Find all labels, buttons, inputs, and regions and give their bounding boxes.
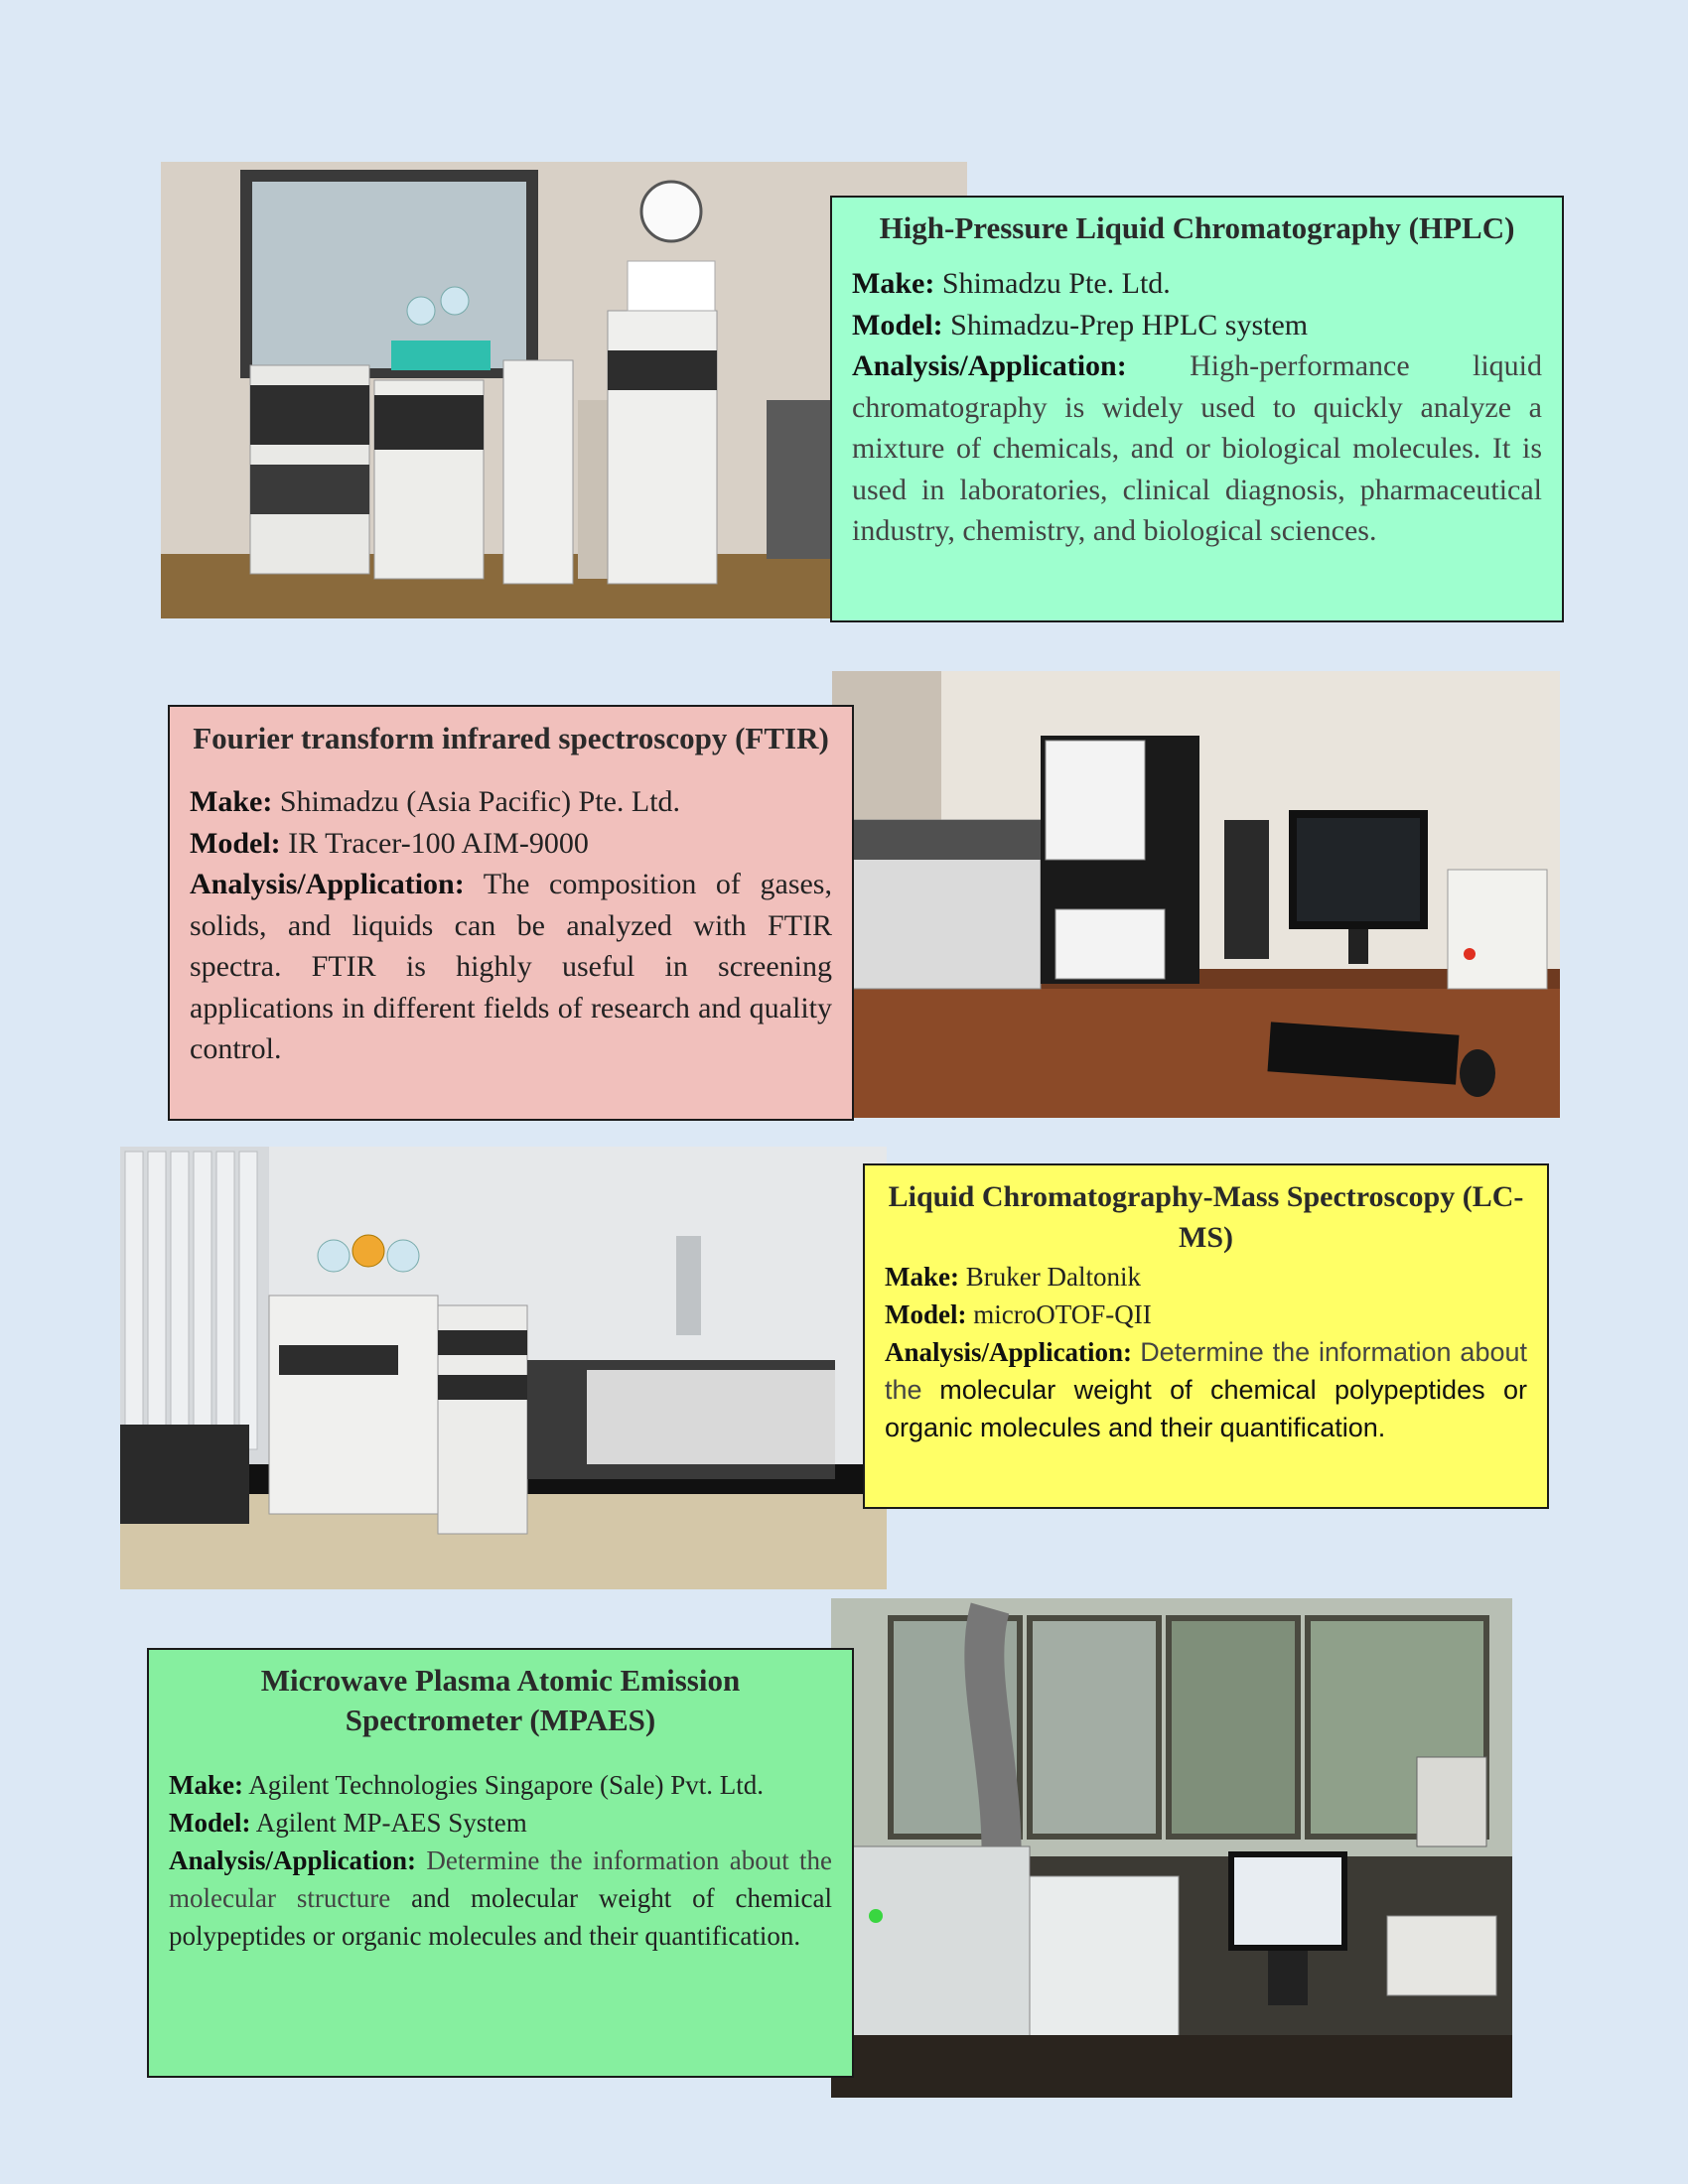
mpaes-instrument-photo — [831, 1598, 1512, 2098]
hplc-make: Make: Shimadzu Pte. Ltd. — [852, 267, 1171, 300]
mpaes-info-card — [147, 1648, 854, 2078]
mpaes-make: Make: Agilent Technologies Singapore (Sale) Pvt. Ltd. — [169, 1770, 765, 1800]
ftir-analysis: Analysis/Application: The composition of gases, solids, and liquids can be analyzed with FTIR spectra. FTIR is highly useful in screening applications in different fields of research and quality control. — [190, 868, 832, 1065]
mpaes-model: Model: Agilent MP-AES System — [169, 1808, 527, 1838]
hplc-title: High-Pressure Liquid Chromatography (HPLC) — [879, 210, 1515, 245]
ftir-make: Make: Shimadzu (Asia Pacific) Pte. Ltd. — [190, 785, 681, 818]
lcms-model: Model: microOTOF-QII — [885, 1299, 1152, 1329]
lcms-info-card — [863, 1163, 1549, 1509]
ftir-title: Fourier transform infrared spectroscopy (FTIR) — [193, 721, 829, 755]
lcms-analysis: Analysis/Application: Determine the information about the molecular weight of chemical polypeptides or organic molecules and their quantification. — [885, 1337, 1528, 1442]
mpaes-title: Microwave Plasma Atomic Emission Spectrometer (MPAES) — [260, 1663, 741, 1737]
ftir-model: Model: IR Tracer-100 AIM-9000 — [190, 826, 589, 860]
ftir-info-card — [168, 705, 854, 1121]
hplc-model: Model: Shimadzu-Prep HPLC system — [852, 308, 1309, 341]
lcms-title: Liquid Chromatography-Mass Spectroscopy (LC-MS) — [888, 1180, 1524, 1254]
lcms-instrument-photo — [120, 1147, 887, 1589]
ftir-instrument-photo — [832, 671, 1560, 1118]
mpaes-analysis: Analysis/Application: Determine the information about the molecular structure and molecular weight of chemical polypeptides or organic molecules and their quantification. — [169, 1845, 832, 1951]
lcms-make: Make: Bruker Daltonik — [885, 1262, 1141, 1292]
hplc-info-card — [830, 196, 1564, 622]
hplc-analysis: Analysis/Application: High-performance liquid chromatography is widely used to quickly analyze a mixture of chemicals, and or biological molecules. It is used in laboratories, clinical diagnosis, pharmaceutical industry, chemistry, and biological sciences. — [852, 349, 1543, 547]
